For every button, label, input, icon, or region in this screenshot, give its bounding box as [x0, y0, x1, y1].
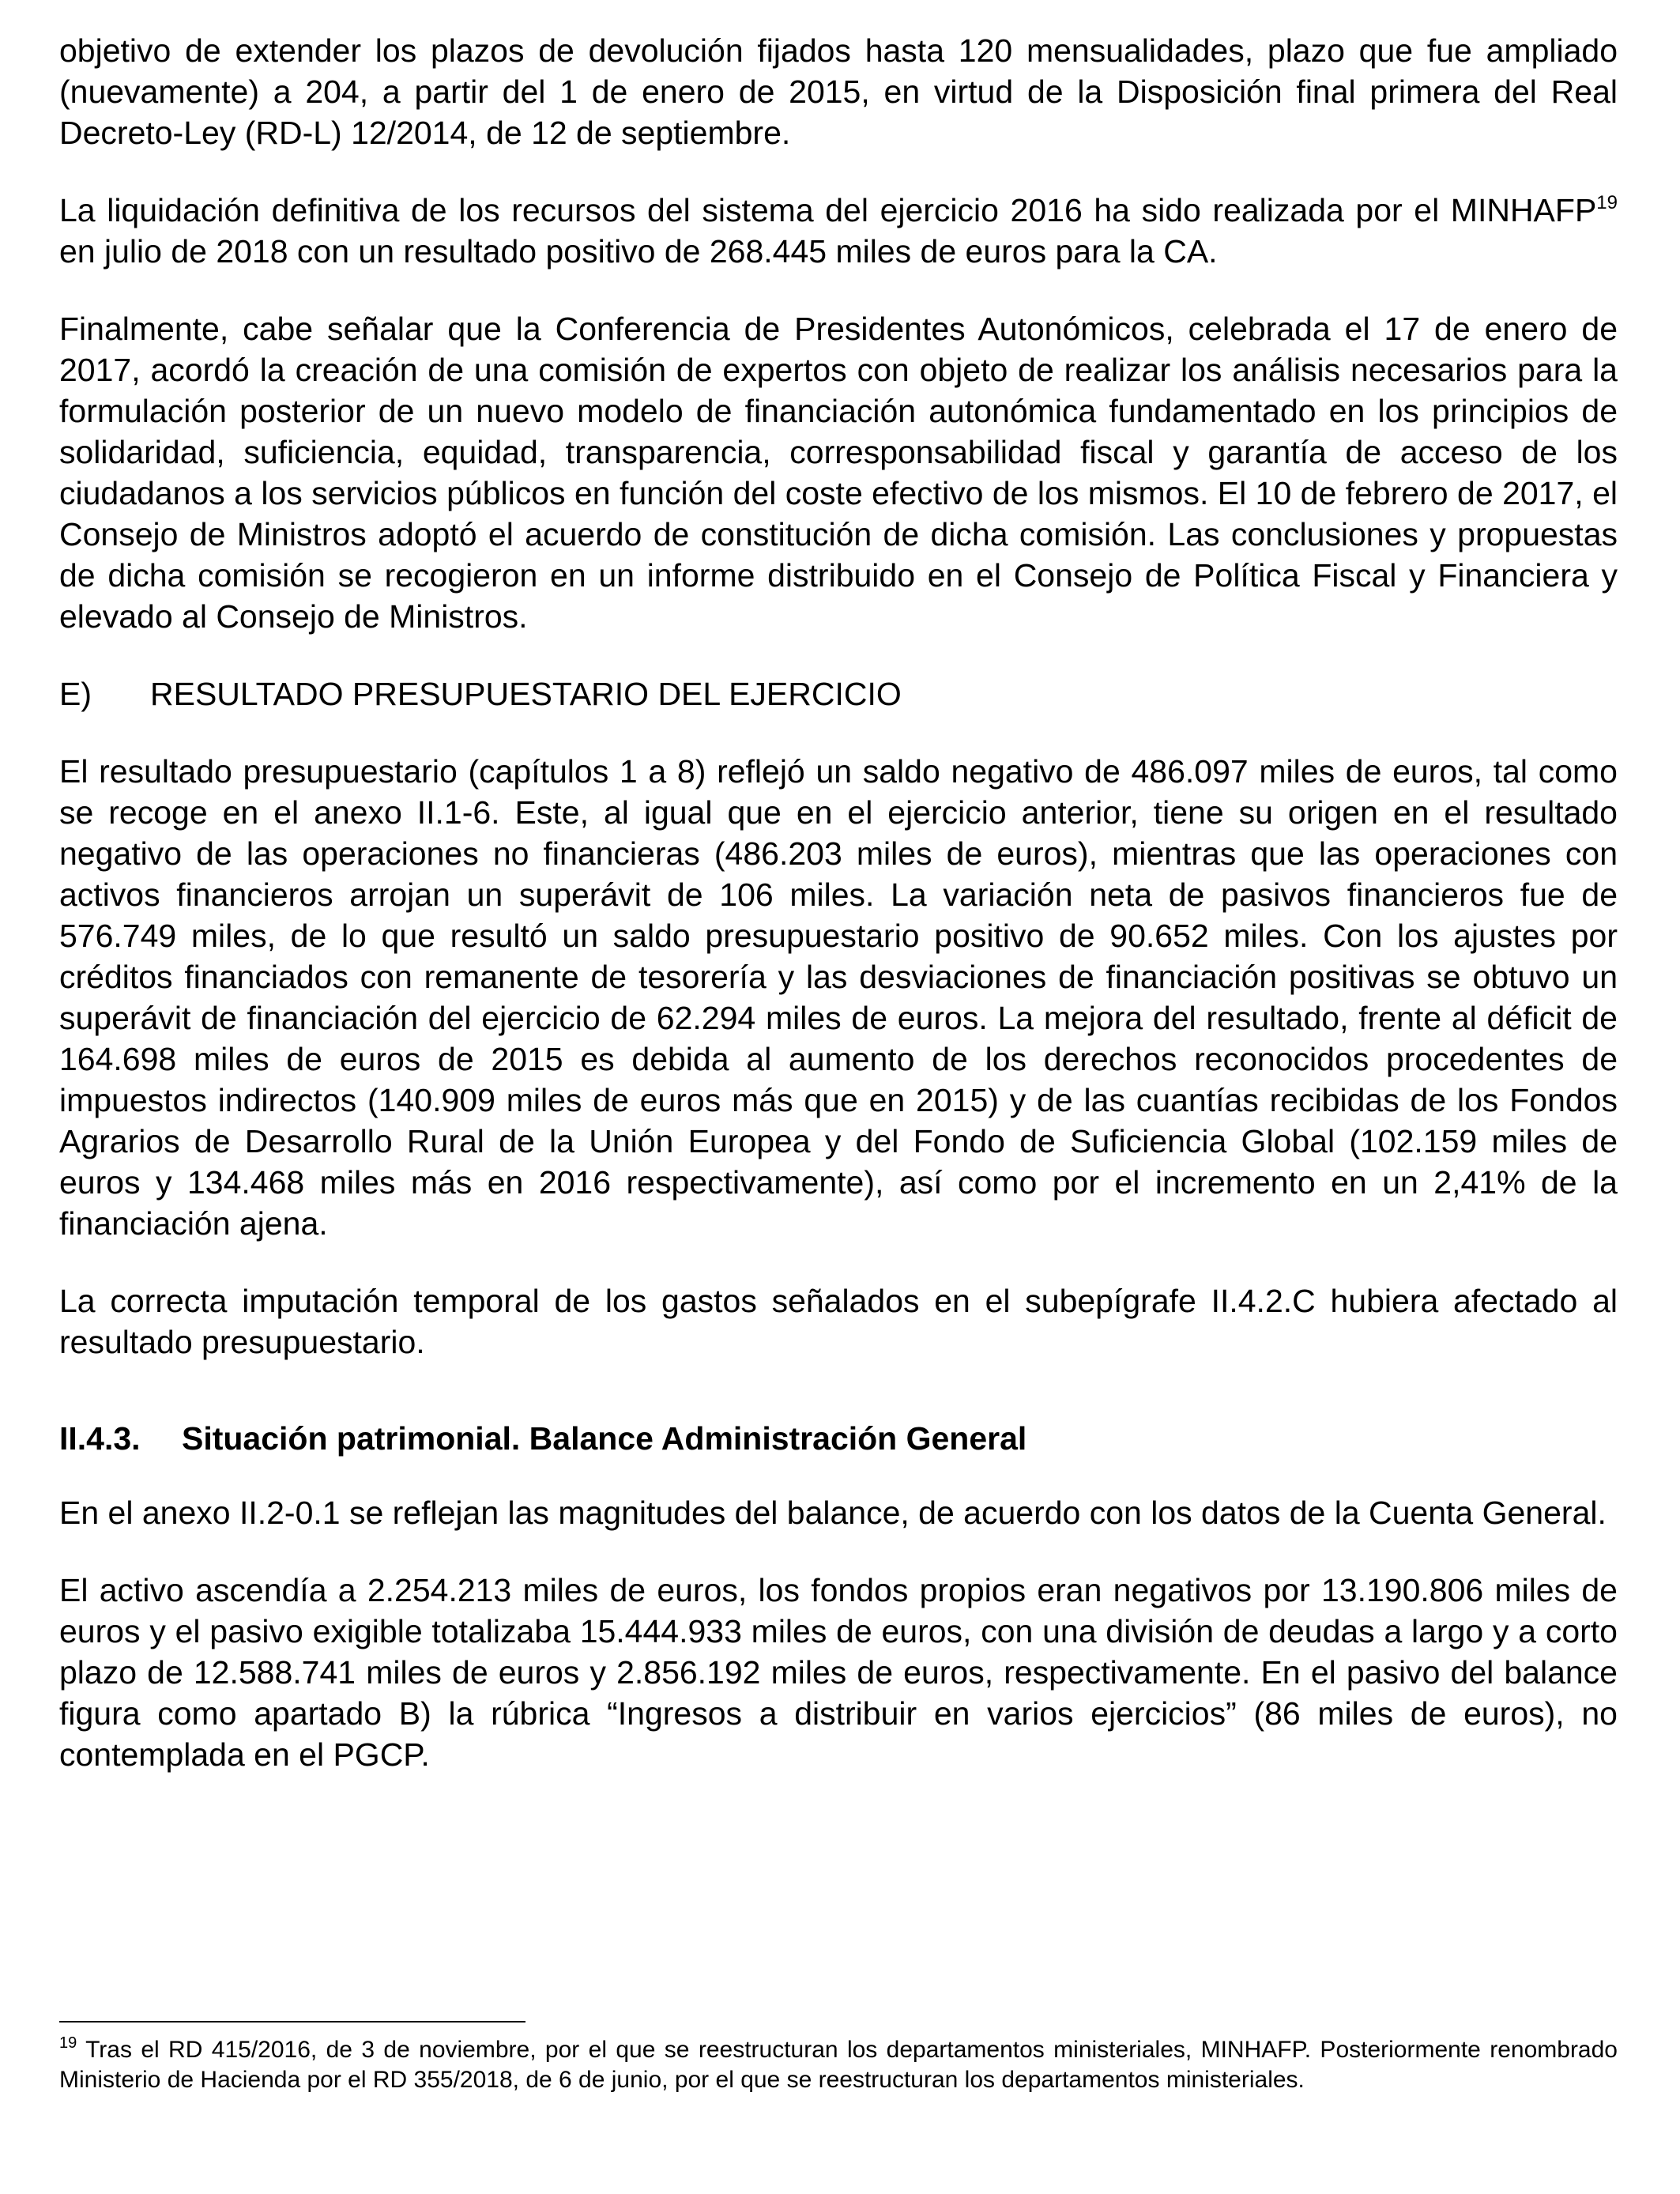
document-page	[59, 30, 1618, 1811]
footnote-number: 19	[59, 2034, 77, 2052]
paragraph-liquidacion-text-end: en julio de 2018 con un resultado positivo de 268.445 miles de euros para la CA.	[59, 233, 1218, 270]
paragraph-activo-pasivo: El activo ascendía a 2.254.213 miles de euros, los fondos propios eran negativos por 13.190.806 miles de euros y el pasivo exigible totalizaba 15.444.933 miles de euros, con una división de deudas a largo y a corto plazo de 12.588.741 miles de euros y 2.856.192 miles de euros, respectivamente. En el pasivo del balance figura como apartado B) la rúbrica “Ingresos a distribuir en varios ejercicios” (86 miles de euros), no contemplada en el PGCP.	[59, 1572, 1618, 1773]
paragraph-conferencia-presidentes: Finalmente, cabe señalar que la Conferencia de Presidentes Autonómicos, celebrada el 17 de enero de 2017, acordó la creación de una comisión de expertos con objeto de realizar los análisis necesarios para la formulación posterior de un nuevo modelo de financiación autonómica fundamentado en los principios de solidaridad, suficiencia, equidad, transparencia, corresponsabilidad fiscal y garantía de acceso de los ciudadanos a los servicios públicos en función del coste efectivo de los mismos. El 10 de febrero de 2017, el Consejo de Ministros adoptó el acuerdo de constitución de dicha comisión. Las conclusiones y propuestas de dicha comisión se recogieron en un informe distribuido en el Consejo de Política Fiscal y Financiera y elevado al Consejo de Ministros.	[59, 311, 1618, 635]
section-letter: E)	[59, 676, 92, 712]
paragraph-imputacion-temporal: La correcta imputación temporal de los gastos señalados en el subepígrafe II.4.2.C hubiera afectado al resultado presupuestario.	[59, 1283, 1618, 1360]
footnote-19	[59, 2035, 1618, 2095]
paragraph-liquidacion-text-start: La liquidación definitiva de los recursos del sistema del ejercicio 2016 ha sido realizada por el MINHAFP	[59, 192, 1597, 228]
paragraph-resultado-presupuestario: El resultado presupuestario (capítulos 1 a 8) reflejó un saldo negativo de 486.097 miles de euros, tal como se recoge en el anexo II.1-6. Este, al igual que en el ejercicio anterior, tiene su origen en el resultado negativo de las operaciones no financieras (486.203 miles de euros), mientras que las operaciones con activos financieros arrojan un superávit de 106 miles. La variación neta de pasivos financieros fue de 576.749 miles, de lo que resultó un saldo presupuestario positivo de 90.652 miles. Con los ajustes por créditos financiados con remanente de tesorería y las desviaciones de financiación positivas se obtuvo un superávit de financiación del ejercicio de 62.294 miles de euros. La mejora del resultado, frente al déficit de 164.698 miles de euros de 2015 es debida al aumento de los derechos reconocidos procedentes de impuestos indirectos (140.909 miles de euros más que en 2015) y de las cuantías recibidas de los Fondos Agrarios de Desarrollo Rural de la Unión Europea y del Fondo de Suficiencia Global (102.159 miles de euros y 134.468 miles más en 2016 respectivamente), así como por el incremento en un 2,41% de la financiación ajena.	[59, 753, 1618, 1242]
footnote-divider	[59, 2021, 525, 2022]
subheading-situacion-patrimonial	[59, 1418, 1618, 1459]
footnote-reference-19: 19	[1596, 192, 1618, 213]
paragraph-liquidacion-definitiva	[59, 190, 1618, 272]
section-title: RESULTADO PRESUPUESTARIO DEL EJERCICIO	[150, 676, 902, 712]
footnote-text: Tras el RD 415/2016, de 3 de noviembre, por el que se reestructuran los departamentos ministeriales, MINHAFP. Posteriormente renombrado Ministerio de Hacienda por el RD 355/2018, de 6 de junio, por el que se reestructuran los departamentos ministeriales.	[59, 2037, 1618, 2093]
paragraph-plazos-devolucion: objetivo de extender los plazos de devolución fijados hasta 120 mensualidades, plazo que fue ampliado (nuevamente) a 204, a partir del 1 de enero de 2015, en virtud de la Disposición final primera del Real Decreto-Ley (RD-L) 12/2014, de 12 de septiembre.	[59, 32, 1618, 151]
subheading-title: Situación patrimonial. Balance Administración General	[182, 1420, 1027, 1457]
section-heading-resultado-presupuestario	[59, 673, 1618, 714]
subheading-number: II.4.3.	[59, 1420, 141, 1457]
paragraph-anexo-balance: En el anexo II.2-0.1 se reflejan las magnitudes del balance, de acuerdo con los datos de la Cuenta General.	[59, 1495, 1607, 1531]
